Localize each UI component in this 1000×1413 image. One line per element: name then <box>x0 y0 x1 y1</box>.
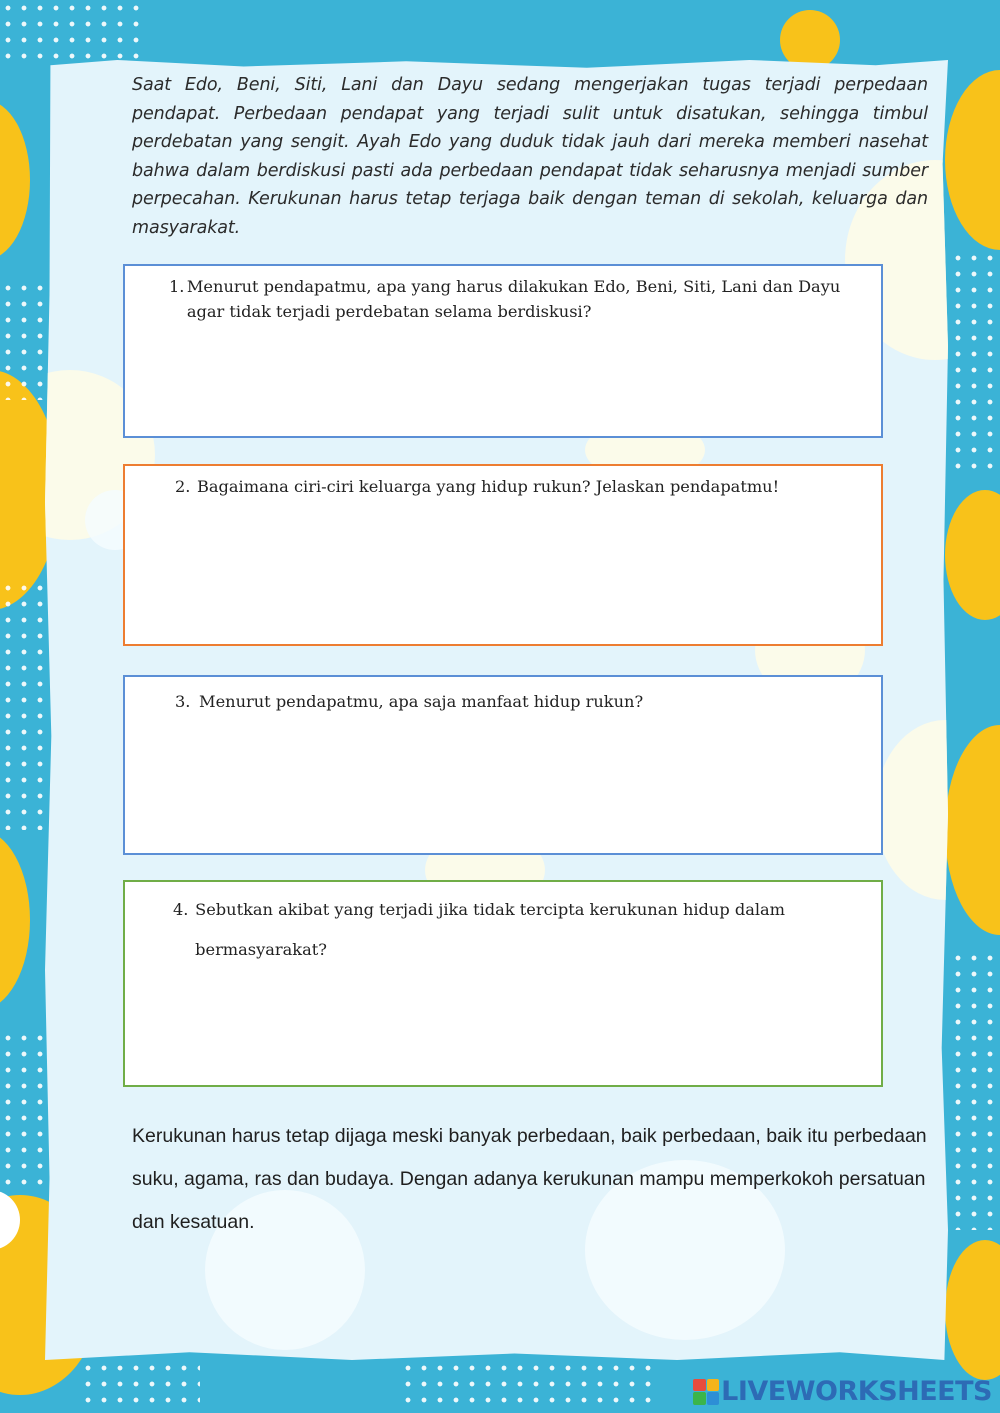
question-box-4[interactable] <box>123 880 883 1087</box>
question-box-1[interactable] <box>123 264 883 438</box>
question-number: 3. <box>175 692 191 711</box>
brand-name: LIVEWORKSHEETS <box>721 1376 992 1407</box>
logo-tile-1 <box>693 1379 706 1392</box>
question-number: 1. <box>169 277 185 296</box>
question-text: Menurut pendapatmu, apa yang harus dilakukan Edo, Beni, Siti, Lani dan Dayu agar tidak terjadi perdebatan selama berdiskusi? <box>186 277 841 321</box>
question-text: Menurut pendapatmu, apa saja manfaat hidup rukun? <box>199 692 644 711</box>
closing-paragraph: Kerukunan harus tetap dijaga meski banyak perbedaan, baik perbedaan, baik itu perbedaan suku, agama, ras dan budaya. Dengan adanya kerukunan mampu memperkokoh persatuan dan kesatuan. <box>132 1125 927 1233</box>
question-number: 2. <box>175 477 191 496</box>
question-text: Sebutkan akibat yang terjadi jika tidak tercipta kerukunan hidup dalam bermasyarakat? <box>195 900 786 959</box>
liveworksheets-logo-icon <box>693 1379 719 1405</box>
question-number: 4. <box>173 900 189 919</box>
story-paragraph: Saat Edo, Beni, Siti, Lani dan Dayu sedang mengerjakan tugas terjadi perpedaan pendapat. Perbedaan pendapat yang terjadi sulit untuk disatukan, sehingga timbul perdebatan yang sengit. Ayah Edo yang duduk tidak jauh dari mereka memberi nasehat bahwa dalam berdiskusi pasti ada perbedaan pendapat tidak seharusnya menjadi sumber perpecahan. Kerukunan harus tetap terjaga baik dengan teman di sekolah, keluarga dan masyarakat. <box>132 75 928 238</box>
logo-tile-2 <box>707 1379 720 1392</box>
logo-tile-4 <box>707 1392 720 1405</box>
question-text: Bagaimana ciri-ciri keluarga yang hidup rukun? Jelaskan pendapatmu! <box>197 477 780 496</box>
liveworksheets-brand[interactable] <box>693 1376 992 1407</box>
logo-tile-3 <box>693 1392 706 1405</box>
question-box-3[interactable] <box>123 675 883 855</box>
question-box-2[interactable] <box>123 464 883 646</box>
